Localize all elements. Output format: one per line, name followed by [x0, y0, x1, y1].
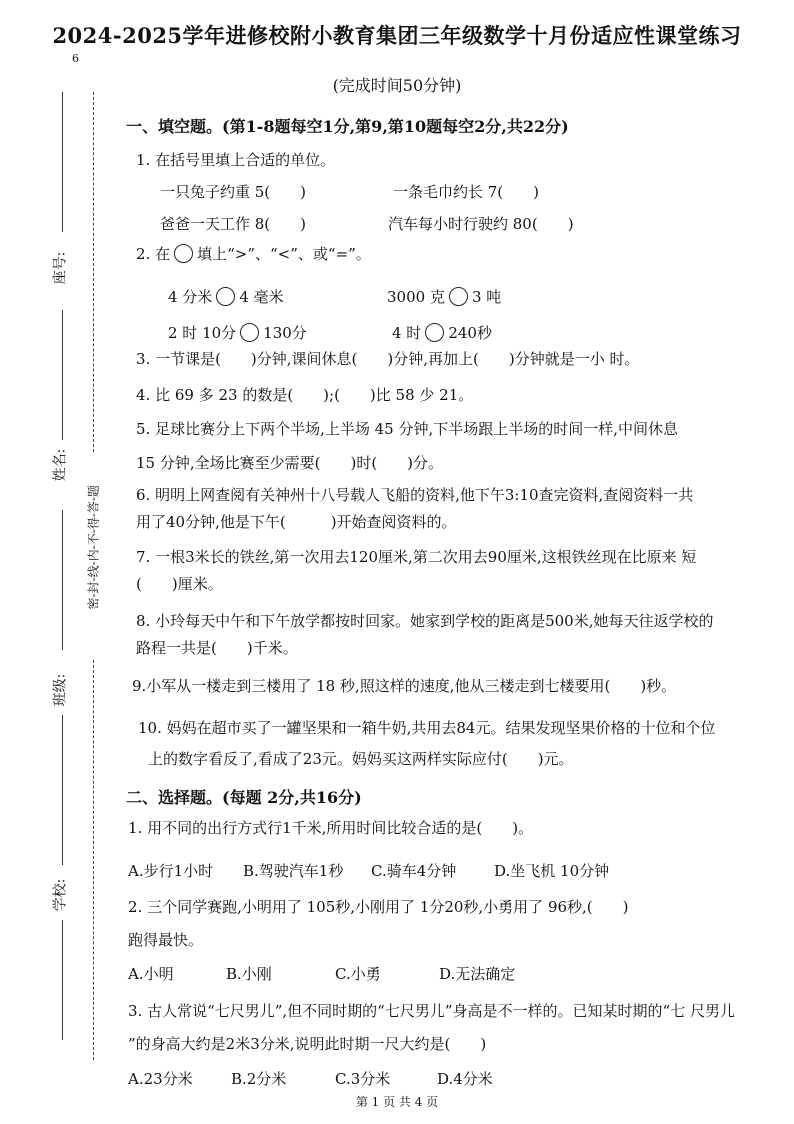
q1-c: 爸爸一天工作 8( )	[160, 215, 307, 233]
section2-header: 二、选择题。(每题 2分,共16分)	[126, 788, 362, 807]
q2-b-left: 3000 克	[387, 288, 445, 306]
s2-q1-option-a: A.步行1小时	[128, 862, 214, 880]
q2-b-right: 3 吨	[471, 288, 502, 306]
seal-text: 密-封-线-内-不-得-答-题	[86, 485, 101, 610]
answer-circle-icon[interactable]	[216, 287, 235, 306]
corner-mark: 6	[72, 52, 79, 65]
s2-q3-option-c: C.3分米	[335, 1070, 391, 1088]
school-label: 学校:	[52, 878, 69, 912]
s2-q1-option-c: C.骑车4分钟	[371, 862, 457, 880]
s2-q3-line2: ”的身高大约是2米3分米,说明此时期一尺大约是( )	[128, 1035, 487, 1053]
s2-q1-option-b: B.驾驶汽车1秒	[243, 862, 344, 880]
section1-header: 一、填空题。(第1-8题每空1分,第9,第10题每空2分,共22分)	[126, 117, 569, 136]
s2-q3-option-a: A.23分米	[128, 1070, 193, 1088]
school-line-top	[62, 715, 63, 865]
class-line-top	[62, 510, 63, 650]
s2-q1-option-d: D.坐飞机 10分钟	[494, 862, 610, 880]
q10-line1: 10. 妈妈在超市买了一罐坚果和一箱牛奶,共用去84元。结果发现坚果价格的十位和个位	[138, 719, 716, 737]
seal-line-top	[93, 92, 94, 452]
q10-line2: 上的数字看反了,看成了23元。妈妈买这两样实际应付( )元。	[148, 750, 574, 768]
s2-q2-option-a: A.小明	[128, 965, 174, 983]
q7-line2: ( )厘米。	[136, 575, 223, 593]
s2-q2-line2: 跑得最快。	[128, 931, 204, 949]
time-limit: (完成时间50分钟)	[332, 76, 462, 95]
class-label: 班级:	[52, 673, 69, 707]
s2-q3-option-b: B.2分米	[231, 1070, 287, 1088]
name-line-top	[62, 310, 63, 440]
q6-line1: 6. 明明上网查阅有关神州十八号载人飞船的资料,他下午3:10查完资料,查阅资料一共	[136, 486, 694, 504]
page-title: 2024-2025学年进修校附小教育集团三年级数学十月份适应性课堂练习	[52, 23, 742, 48]
q8-line2: 路程一共是( )千米。	[136, 639, 298, 657]
q2-a	[168, 286, 284, 307]
q2-b	[387, 286, 501, 307]
school-line-bottom	[62, 920, 63, 1040]
s2-q2-option-d: D.无法确定	[439, 965, 516, 983]
q2-d-left: 4 时	[392, 324, 422, 342]
q2-c-right: 130分	[263, 324, 307, 342]
compare-circle-icon	[174, 244, 193, 263]
q2-stem-pre: 2. 在	[136, 245, 171, 263]
q1-stem: 1. 在括号里填上合适的单位。	[136, 151, 336, 169]
name-label: 姓名:	[52, 448, 69, 482]
s2-q3-line1: 3. 古人常说“七尺男儿”,但不同时期的“七尺男儿”身高是不一样的。已知某时期的“七 尺男儿	[128, 1002, 735, 1020]
q1-b: 一条毛巾约长 7( )	[393, 183, 540, 201]
s2-q2-option-b: B.小刚	[226, 965, 272, 983]
page-number: 第 1 页 共 4 页	[355, 1095, 439, 1109]
q5-line2: 15 分钟,全场比赛至少需要( )时( )分。	[136, 454, 444, 472]
q2-stem-post: 填上“>”、“<”、或“=”。	[197, 245, 371, 263]
seal-line-bottom	[93, 660, 94, 1060]
q6-line2: 用了40分钟,他是下午( )开始查阅资料的。	[136, 513, 457, 531]
q3: 3. 一节课是( )分钟,课间休息( )分钟,再加上( )分钟就是一小 时。	[136, 350, 640, 368]
q1-a: 一只兔子约重 5( )	[160, 183, 307, 201]
s2-q1-stem: 1. 用不同的出行方式行1千米,所用时间比较合适的是( )。	[128, 819, 534, 837]
q9: 9.小军从一楼走到三楼用了 18 秒,照这样的速度,他从三楼走到七楼要用( )秒。	[132, 677, 677, 695]
s2-q2-option-c: C.小勇	[335, 965, 381, 983]
q2-stem	[136, 243, 371, 264]
q2-d	[392, 322, 492, 343]
answer-circle-icon[interactable]	[240, 323, 259, 342]
s2-q2-line1: 2. 三个同学赛跑,小明用了 105秒,小刚用了 1分20秒,小勇用了 96秒,( )	[128, 898, 629, 916]
answer-circle-icon[interactable]	[425, 323, 444, 342]
s2-q3-option-d: D.4分米	[437, 1070, 493, 1088]
answer-circle-icon[interactable]	[449, 287, 468, 306]
q2-a-left: 4 分米	[168, 288, 213, 306]
seat-label: 座号:	[52, 251, 69, 285]
q2-a-right: 4 毫米	[239, 288, 284, 306]
q1-d: 汽车每小时行驶约 80( )	[388, 215, 574, 233]
q8-line1: 8. 小玲每天中午和下午放学都按时回家。她家到学校的距离是500米,她每天往返学校的	[136, 612, 714, 630]
seat-line	[62, 92, 63, 232]
q4: 4. 比 69 多 23 的数是( );( )比 58 少 21。	[136, 386, 474, 404]
q2-d-right: 240秒	[448, 324, 492, 342]
q5-line1: 5. 足球比赛分上下两个半场,上半场 45 分钟,下半场跟上半场的时间一样,中间休息	[136, 420, 679, 438]
q2-c-left: 2 时 10分	[168, 324, 237, 342]
q2-c	[168, 322, 307, 343]
q7-line1: 7. 一根3米长的铁丝,第一次用去120厘米,第二次用去90厘米,这根铁丝现在比原来 短	[136, 548, 697, 566]
